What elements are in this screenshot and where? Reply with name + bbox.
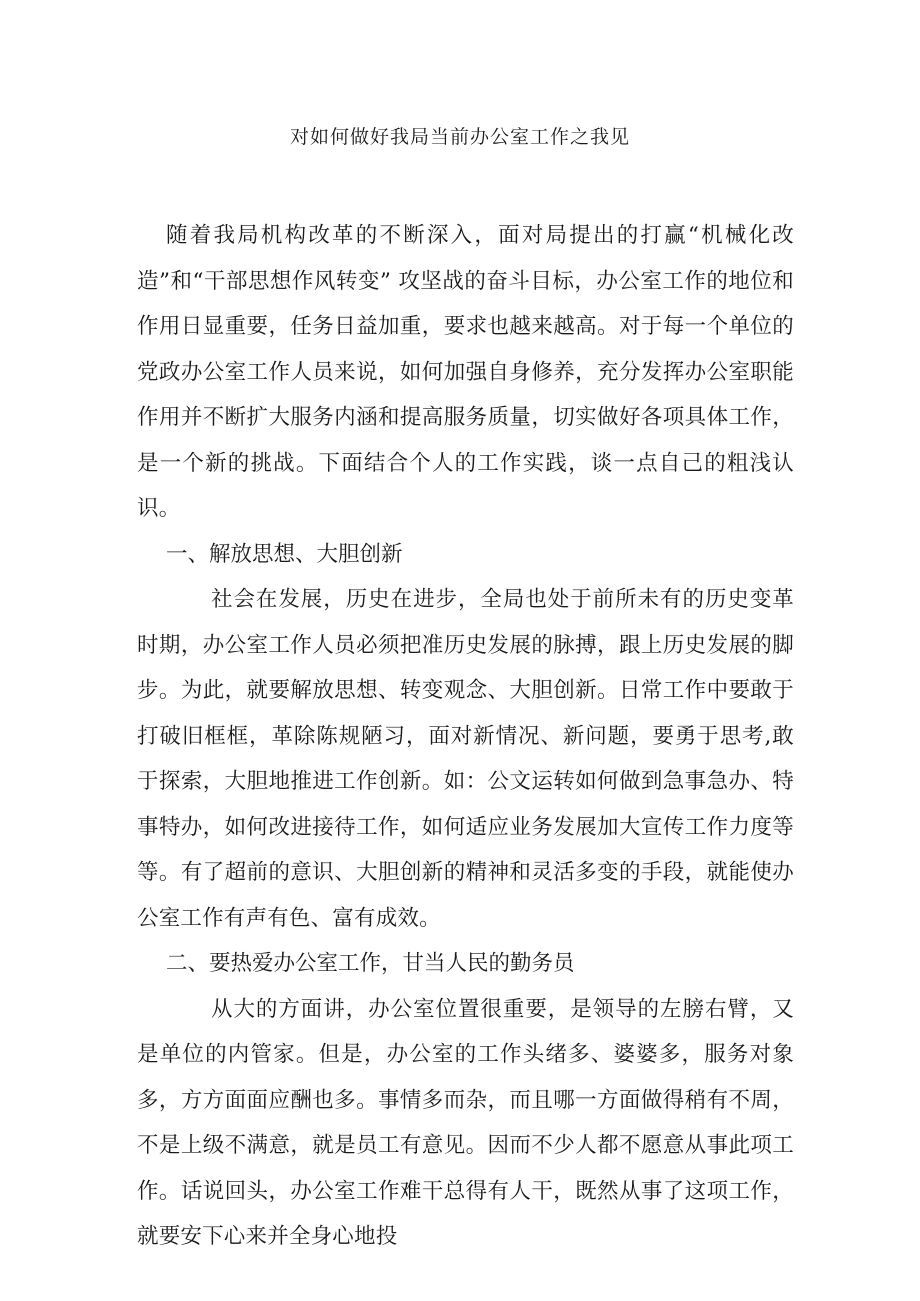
section-1-heading: 一、解放思想、大胆创新 (166, 541, 403, 567)
intro-paragraph: 随着我局机构改革的不断深入，面对局提出的打赢“机械化改造”和“干部思想作风转变” 攻坚战的奋斗目标，办公室工作的地位和作用日显重要，任务日益加重，要求也越来越高。对于每一个单位的党政办公室工作人员来说，如何加强自身修养，充分发挥办公室职能作用并不断扩大服务内涵和提高服务质量，切实做好各项具体工作，是一个新的挑战。下面结合个人的工作实践，谈一点自己的粗浅认识。 (137, 223, 794, 521)
section-2-paragraph: 从大的方面讲，办公室位置很重要，是领导的左膀右臂，又是单位的内管家。但是，办公室的工作头绪多、婆婆多，服务对象多，方方面面应酬也多。事情多而杂，而且哪一方面做得稍有不周，不是上级不满意，就是员工有意见。因而不少人都不愿意从事此项工作。话说回头，办公室工作难干总得有人干，既然从事了这项工作，就要安下心来并全身心地投 (137, 996, 794, 1249)
section-2-heading: 二、要热爱办公室工作，甘当人民的勤务员 (166, 951, 575, 976)
document-title: 对如何做好我局当前办公室工作之我见 (289, 126, 630, 148)
document-body (137, 213, 794, 1260)
section-1-paragraph: 社会在发展，历史在进步，全局也处于前所未有的历史变革时期，办公室工作人员必须把准历史发展的脉搏，跟上历史发展的脚步。为此，就要解放思想、转变观念、大胆创新。日常工作中要敢于打破旧框框，革除陈规陋习，面对新情况、新问题，要勇于思考,敢于探索，大胆地推进工作创新。如：公文运转如何做到急事急办、特事特办，如何改进接待工作，如何适应业务发展加大宣传工作力度等等。有了超前的意识、大胆创新的精神和灵活多变的手段，就能使办公室工作有声有色、富有成效。 (137, 587, 794, 931)
